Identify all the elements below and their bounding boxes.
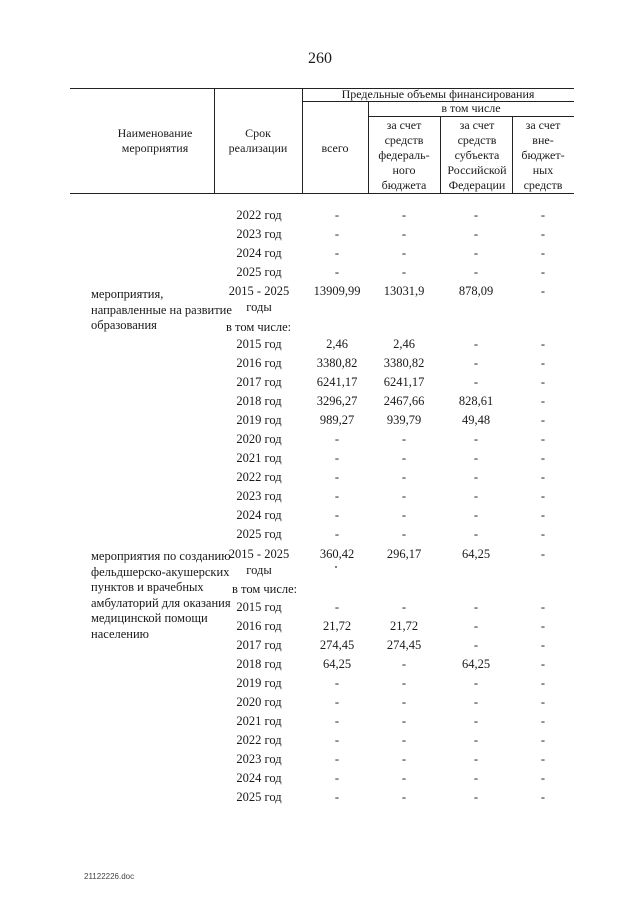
total-cell: 2,46 [326,337,348,351]
measure-name: мероприятия по созданию фельдшерско-акушерских пунктов и врачебных амбулаторий для оказания медицинской помощи населению [91,549,231,641]
period-cell: 2025 год [236,790,282,804]
page-number: 260 [308,50,332,67]
regional-cell: 828,61 [458,394,494,408]
total-cell: - [334,600,340,614]
extrabudget-cell: - [540,246,546,260]
extrabudget-cell: - [540,227,546,241]
period-cell: 2024 год [236,246,282,260]
federal-cell: - [401,508,407,522]
header-bottom-rule [70,193,574,194]
federal-cell: - [401,227,407,241]
extrabudget-cell: - [540,638,546,652]
total-cell: - [334,733,340,747]
period-cell: 2022 год [236,208,282,222]
total-cell: 21,72 [322,619,352,633]
extrabudget-cell: - [540,337,546,351]
extrabudget-cell: - [540,771,546,785]
file-reference: 21122226.doc [84,872,135,881]
period-range-suffix: годы [246,300,272,314]
federal-cell: - [401,265,407,279]
including-label: в том числе: [232,582,298,596]
regional-cell: - [473,600,479,614]
federal-cell: - [401,451,407,465]
extrabudget-cell: - [540,489,546,503]
extrabudget-cell: - [540,375,546,389]
extrabudget-cell: - [540,394,546,408]
federal-cell: 274,45 [386,638,422,652]
extrabudget-cell: - [540,508,546,522]
period-cell: 2024 год [236,508,282,522]
period-cell: 2015 год [236,600,282,614]
federal-cell: 3380,82 [383,356,425,370]
header-total: всего [321,141,349,155]
regional-cell: - [473,695,479,709]
extrabudget-cell: - [540,790,546,804]
total-cell: - [334,752,340,766]
extrabudget-cell: - [540,733,546,747]
regional-cell: - [473,771,479,785]
federal-cell: - [401,489,407,503]
regional-cell: - [473,619,479,633]
federal-cell: - [401,771,407,785]
federal-cell: - [401,695,407,709]
period-cell: 2017 год [236,638,282,652]
scan-speck [335,566,337,568]
period-cell: 2023 год [236,489,282,503]
total-cell: - [334,489,340,503]
federal-cell: - [401,432,407,446]
federal-cell: 6241,17 [383,375,425,389]
period-cell: 2016 год [236,356,282,370]
extrabudget-cell: - [540,695,546,709]
extrabudget-cell: - [540,432,546,446]
extrabudget-cell: - [540,676,546,690]
period-cell: 2018 год [236,394,282,408]
header-name: Наименование мероприятия [117,126,193,155]
period-cell: 2022 год [236,733,282,747]
federal-cell: 2467,66 [383,394,425,408]
total-cell: - [334,714,340,728]
total-cell: - [334,695,340,709]
header-including: в том числе [441,101,501,115]
extrabudget-cell: - [540,714,546,728]
regional-cell: 878,09 [458,284,494,298]
federal-cell: 939,79 [386,413,422,427]
extrabudget-cell: - [540,470,546,484]
header-extrabudget: за счет вне-бюджет-ных средств [521,118,565,192]
regional-cell: - [473,432,479,446]
federal-cell: - [401,733,407,747]
extrabudget-cell: - [540,208,546,222]
federal-cell: - [401,208,407,222]
total-cell: 274,45 [319,638,355,652]
period-cell: 2020 год [236,432,282,446]
federal-cell: - [401,527,407,541]
period-cell: 2021 год [236,714,282,728]
total-cell: - [334,432,340,446]
regional-cell: - [473,508,479,522]
period-cell: 2019 год [236,676,282,690]
extrabudget-cell: - [540,265,546,279]
including-label: в том числе: [226,320,292,334]
period-cell: 2022 год [236,470,282,484]
regional-cell: - [473,714,479,728]
period-cell: 2021 год [236,451,282,465]
period-cell: 2025 год [236,527,282,541]
federal-cell: - [401,657,407,671]
period-cell: 2017 год [236,375,282,389]
federal-cell: - [401,714,407,728]
total-cell: - [334,676,340,690]
header-divider-regional [512,116,513,193]
regional-cell: - [473,337,479,351]
federal-cell: - [401,470,407,484]
regional-cell: - [473,489,479,503]
extrabudget-cell: - [540,657,546,671]
total-cell: - [334,508,340,522]
regional-cell: - [473,356,479,370]
period-cell: 2023 год [236,227,282,241]
regional-cell: - [473,470,479,484]
regional-cell: - [473,527,479,541]
period-cell: 2024 год [236,771,282,785]
header-funding-title: Предельные объемы финансирования [341,87,535,101]
federal-cell: 296,17 [386,547,422,561]
period-range: 2015 - 2025 [228,284,290,298]
including-rule [368,116,574,117]
total-cell: - [334,208,340,222]
period-cell: 2019 год [236,413,282,427]
total-cell: 64,25 [322,657,352,671]
regional-cell: 64,25 [461,657,491,671]
extrabudget-cell: - [540,284,546,298]
period-cell: 2018 год [236,657,282,671]
regional-cell: - [473,676,479,690]
period-cell: 2025 год [236,265,282,279]
federal-cell: - [401,600,407,614]
extrabudget-cell: - [540,356,546,370]
period-cell: 2020 год [236,695,282,709]
regional-cell: - [473,790,479,804]
period-cell: 2016 год [236,619,282,633]
total-cell: - [334,227,340,241]
total-cell: - [334,246,340,260]
total-cell: 3296,27 [316,394,358,408]
total-cell: 989,27 [319,413,355,427]
header-federal: за счет средств федераль-ного бюджета [378,118,430,192]
period-cell: 2023 год [236,752,282,766]
header-regional: за счет средств субъекта Российской Федерации [447,118,507,192]
regional-cell: - [473,638,479,652]
regional-cell: 49,48 [461,413,491,427]
total-cell: 3380,82 [316,356,358,370]
federal-cell: 2,46 [393,337,415,351]
federal-cell: - [401,790,407,804]
federal-cell: - [401,676,407,690]
total-cell: - [334,451,340,465]
total-cell: - [334,527,340,541]
extrabudget-cell: - [540,413,546,427]
regional-cell: - [473,375,479,389]
total-cell: - [334,790,340,804]
federal-cell: 21,72 [389,619,419,633]
total-cell: 360,42 [319,547,355,561]
regional-cell: 64,25 [461,547,491,561]
period-range: 2015 - 2025 [228,547,290,561]
extrabudget-cell: - [540,527,546,541]
total-cell: - [334,265,340,279]
federal-cell: - [401,246,407,260]
total-cell: 13909,99 [313,284,361,298]
extrabudget-cell: - [540,451,546,465]
regional-cell: - [473,265,479,279]
regional-cell: - [473,246,479,260]
total-cell: 6241,17 [316,375,358,389]
total-cell: - [334,470,340,484]
regional-cell: - [473,752,479,766]
extrabudget-cell: - [540,600,546,614]
extrabudget-cell: - [540,619,546,633]
regional-cell: - [473,208,479,222]
period-range-suffix: годы [246,563,272,577]
federal-cell: 13031,9 [383,284,425,298]
regional-cell: - [473,733,479,747]
federal-cell: - [401,752,407,766]
measure-name: мероприятия, направленные на развитие образования [91,287,232,332]
period-cell: 2015 год [236,337,282,351]
regional-cell: - [473,451,479,465]
header-divider-federal [440,116,441,193]
extrabudget-cell: - [540,752,546,766]
total-cell: - [334,771,340,785]
extrabudget-cell: - [540,547,546,561]
header-period: Срок реализации [228,126,288,155]
regional-cell: - [473,227,479,241]
